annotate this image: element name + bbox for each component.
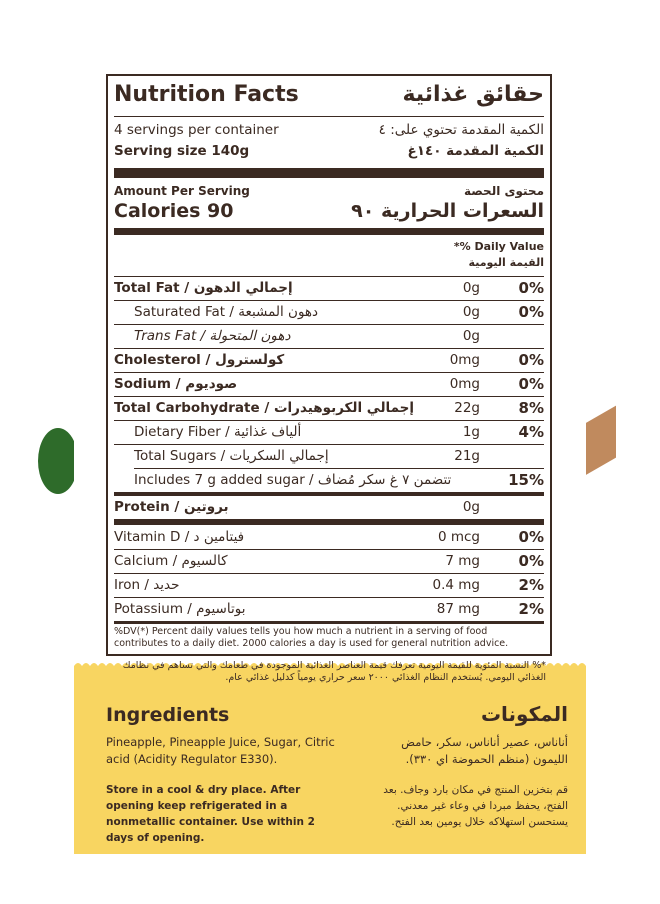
nutrient-row-sodium (114, 373, 544, 395)
nutrient-amount: 87 mg (436, 601, 480, 617)
servings-per-container-ar: الكمية المقدمة تحتوي على: ٤ (378, 122, 544, 138)
nutrient-name: Total Carbohydrate / إجمالي الكربوهيدرات (114, 400, 415, 416)
nutrient-dv: 15% (508, 471, 544, 489)
ingredients-title-en: Ingredients (106, 704, 230, 726)
nutrient-dv: 0% (518, 279, 544, 297)
amount-per-serving-en: Amount Per Serving (114, 184, 250, 198)
daily-value-header (114, 240, 544, 274)
nutrient-amount: 0mg (449, 352, 480, 368)
nutrient-name: Calcium / كالسيوم (114, 553, 228, 569)
nutrient-dv: 0% (518, 375, 544, 393)
ingredients-text-en: Pineapple, Pineapple Juice, Sugar, Citric acid (Acidity Regulator E330). (106, 735, 335, 766)
serving-size-ar: الكمية المقدمة ١٤٠غ (407, 143, 544, 159)
title-divider (114, 116, 544, 117)
nutrient-name: Total Sugars / إجمالي السكريات (134, 448, 329, 464)
nutrient-row-trans-fat (114, 325, 544, 347)
daily-value-header-en: *% Daily Value (453, 240, 544, 253)
nutrition-facts-label (106, 74, 552, 656)
title-ar: حقائق غذائية (402, 82, 544, 107)
nutrient-name: Total Fat / إجمالي الدهون (114, 280, 293, 296)
nutrient-amount: 1g (462, 424, 480, 440)
calories-ar: السعرات الحرارية ٩٠ (351, 200, 544, 222)
nutrient-amount: 22g (454, 400, 480, 416)
title-row (114, 82, 544, 112)
nutrient-dv: 0% (518, 528, 544, 546)
nutrient-dv: 4% (518, 423, 544, 441)
nutrient-row-total-sugars (114, 445, 544, 467)
nutrient-dv: 0% (518, 303, 544, 321)
nutrient-name: Saturated Fat / دهون المشبعة (134, 304, 319, 320)
amount-per-serving-ar: محتوى الحصة (463, 184, 544, 198)
nutrient-name: Trans Fat / دهون المتحولة (134, 328, 291, 344)
nutrient-row-total-carbohydrate (114, 397, 544, 419)
nutrient-dv: 8% (518, 399, 544, 417)
storage-text-ar: قم بتخزين المنتج في مكان بارد وجاف. بعد الفتح، يحفظ مبردا في وعاء غير معدني. يستحسن استهلاكه خلال يومين بعد الفتح. (383, 784, 568, 828)
storage-text-en: Store in a cool & dry place. After opening keep refrigerated in a nonmetallic container. Use within 2 days of opening. (106, 784, 315, 844)
thick-bar-4 (114, 519, 544, 525)
nutrient-row-vitamin-d (114, 526, 544, 548)
nutrient-amount: 0.4 mg (432, 577, 480, 593)
nutrient-name: Dietary Fiber / ألياف غذائية (134, 424, 302, 440)
ingredients-title-ar: المكونات (480, 702, 568, 726)
nutrient-amount: 0g (462, 328, 480, 344)
nutrient-amount: 0g (462, 280, 480, 296)
nutrient-amount: 7 mg (445, 553, 480, 569)
nutrient-name: Iron / حديد (114, 577, 180, 593)
nutrient-dv: 0% (518, 552, 544, 570)
daily-value-header-ar: القيمة اليومية (468, 256, 544, 269)
serving-size-label: Serving size (114, 143, 207, 159)
nutrient-row-saturated-fat (114, 301, 544, 323)
decorative-leaf-shape (38, 428, 78, 494)
amount-per-serving-row (114, 184, 544, 200)
serving-size-en (114, 143, 249, 159)
nutrient-row-dietary-fiber (114, 421, 544, 443)
nutrient-amount: 0mg (449, 376, 480, 392)
calories-en: Calories 90 (114, 200, 234, 222)
ingredients-text-ar: أناناس، عصير أناناس، سكر، حامض الليمون (منظم الحموضة اي ٣٣٠). (401, 735, 568, 766)
nutrient-dv: 2% (518, 576, 544, 594)
nutrient-amount: 0 mcg (437, 529, 480, 545)
nutrient-row-cholesterol (114, 349, 544, 371)
nutrient-name: Sodium / صوديوم (114, 376, 238, 392)
nutrient-amount: 0g (462, 304, 480, 320)
nutrition-panel (74, 62, 586, 854)
nutrient-name: Includes 7 g added sugar / تتضمن ٧ غ سكر مُضاف (134, 472, 452, 488)
servings-per-container-en: 4 servings per container (114, 122, 279, 138)
nutrient-dv: 0% (518, 351, 544, 369)
nutrient-name: Cholesterol / كولسترول (114, 352, 285, 368)
serving-size-value: 140g (211, 143, 250, 159)
nutrient-amount: 0g (462, 499, 480, 515)
servings-row (114, 122, 544, 140)
thick-bar-1 (114, 168, 544, 178)
nutrient-row-added-sugar (114, 469, 544, 491)
nutrient-name: Vitamin D / فيتامين د (114, 529, 245, 545)
nutrient-row-protein (114, 496, 544, 518)
nutrient-name: Protein / بروتين (114, 499, 229, 515)
title-en: Nutrition Facts (114, 82, 299, 107)
nutrient-row-iron (114, 574, 544, 596)
serving-size-row (114, 143, 544, 161)
nutrient-dv: 2% (518, 600, 544, 618)
nutrient-row-potassium (114, 598, 544, 620)
nutrient-name: Potassium / بوتاسيوم (114, 601, 246, 617)
nutrient-row-calcium (114, 550, 544, 572)
footnote-en: %DV(*) Percent daily values tells you how much a nutrient in a serving of food contributes to a daily diet. 2000 calories a day is used for general nutrition advice. (114, 626, 509, 649)
nutrient-amount: 21g (454, 448, 480, 464)
nutrient-row-total-fat (114, 277, 544, 299)
thick-bar-2 (114, 228, 544, 235)
calories-row (114, 200, 544, 226)
footnote-ar: *% النسبة المئوية للقيمة اليومية تعرفك قيمة العناصر الغذائية الموجودة في طعامك والتي تساهم في نظامك الغذائي اليومي. يُستخدم النظام الغذائي ٢٠٠٠ سعر حراري يومياً كدليل غذائي عام. (122, 660, 546, 683)
thick-bar-5 (114, 621, 544, 624)
